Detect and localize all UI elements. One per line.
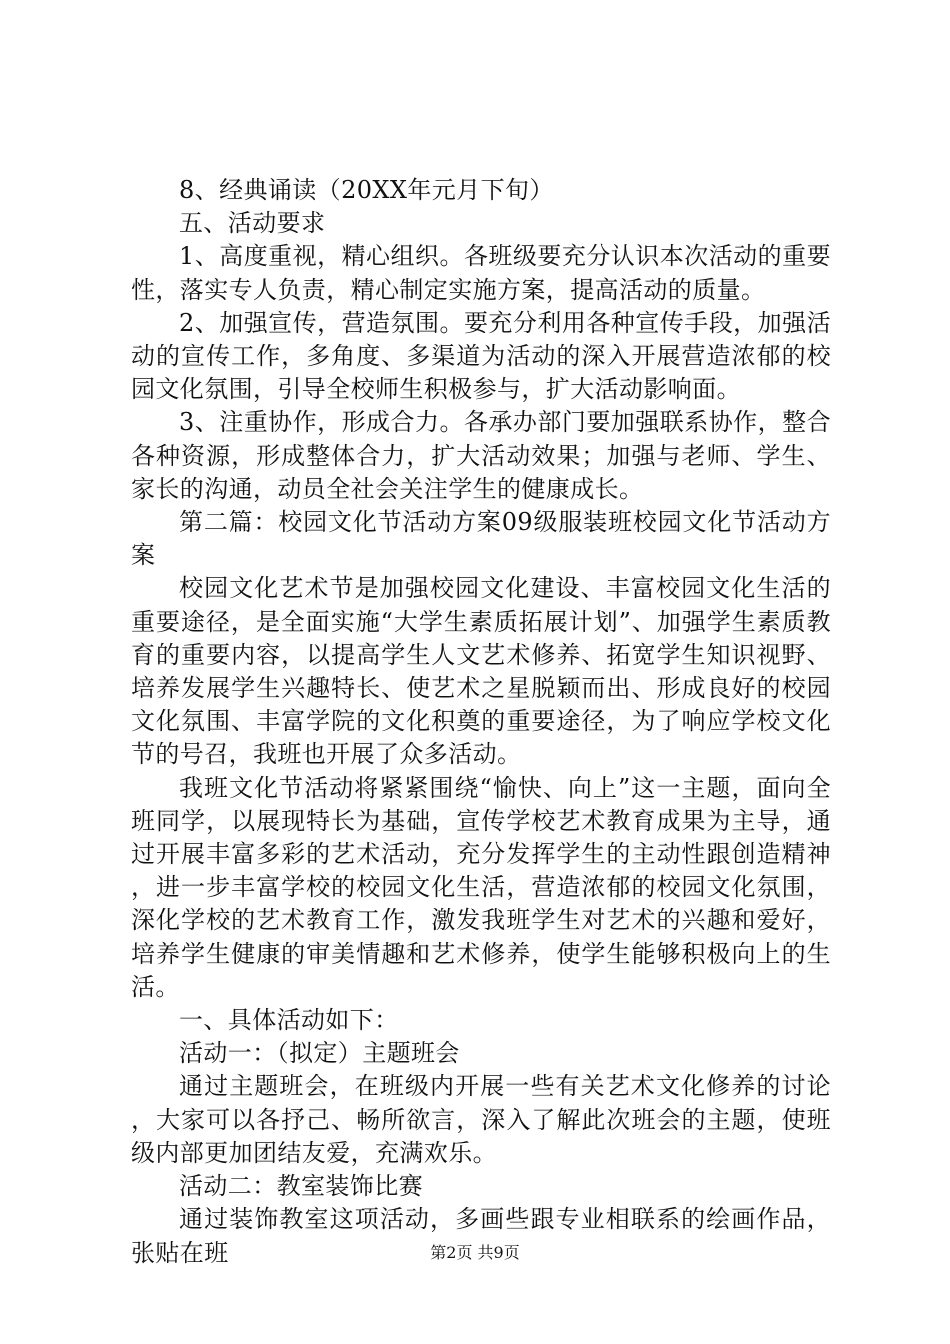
heading-second-article: 第二篇：校园文化节活动方案09级服装班校园文化节活动方案 [131,508,831,570]
paragraph-art-festival-intro: 校园文化艺术节是加强校园文化建设、丰富校园文化生活的重要途径，是全面实施“大学生素质拓展计划”、加强学生素质教育的重要内容，以提高学生人文艺术修养、拓宽学生知识视野、培养发展学生兴趣特长、使艺术之星脱颖而出、形成良好的校园文化氛围、丰富学院的文化积奠的重要途径，为了响应学校文化节的号召，我班也开展了众多活动。 [131,574,831,769]
paragraph-requirement-3: 3、注重协作，形成合力。各承办部门要加强联系协作，整合各种资源，形成整体合力，扩大活动效果；加强与老师、学生、家长的沟通，动员全社会关注学生的健康成长。 [131,408,831,503]
document-body [131,174,831,1270]
paragraph-activity-one: 通过主题班会，在班级内开展一些有关艺术文化修养的讨论，大家可以各抒己、畅所欲言，深入了解此次班会的主题，使班级内部更加团结友爱，充满欢乐。 [131,1072,831,1167]
heading-activity-requirements: 五、活动要求 [179,209,326,238]
paragraph-classic-reading: 8、经典诵读（20XX年元月下旬） [179,176,554,204]
paragraph-class-festival-theme: 我班文化节活动将紧紧围绕“愉快、向上”这一主题，面向全班同学，以展现特长为基础，宣传学校艺术教育成果为主导，通过开展丰富多彩的艺术活动，充分发挥学生的主动性跟创造精神，进一步丰富学校的校园文化生活，营造浓郁的校园文化氛围，深化学校的艺术教育工作，激发我班学生对艺术的兴趣和爱好，培养学生健康的审美情趣和艺术修养，使学生能够积极向上的生活。 [131,773,831,1001]
page-footer: 第2页 共9页 [430,1243,520,1262]
paragraph-requirement-2: 2、加强宣传，营造氛围。要充分利用各种宣传手段，加强活动的宣传工作，多角度、多渠道为活动的深入开展营造浓郁的校园文化氛围，引导全校师生积极参与，扩大活动影响面。 [131,308,831,404]
paragraph-requirement-1: 1、高度重视，精心组织。各班级要充分认识本次活动的重要性，落实专人负责，精心制定实施方案，提高活动的质量。 [131,242,831,304]
paragraph-activity-two: 通过装饰教室这项活动，多画些跟专业相联系的绘画作品，张贴在班 [131,1205,831,1267]
heading-activity-two: 活动二：教室装饰比赛 [179,1172,423,1201]
heading-activity-list: 一、具体活动如下： [179,1006,399,1035]
heading-activity-one: 活动一：（拟定）主题班会 [179,1039,460,1068]
